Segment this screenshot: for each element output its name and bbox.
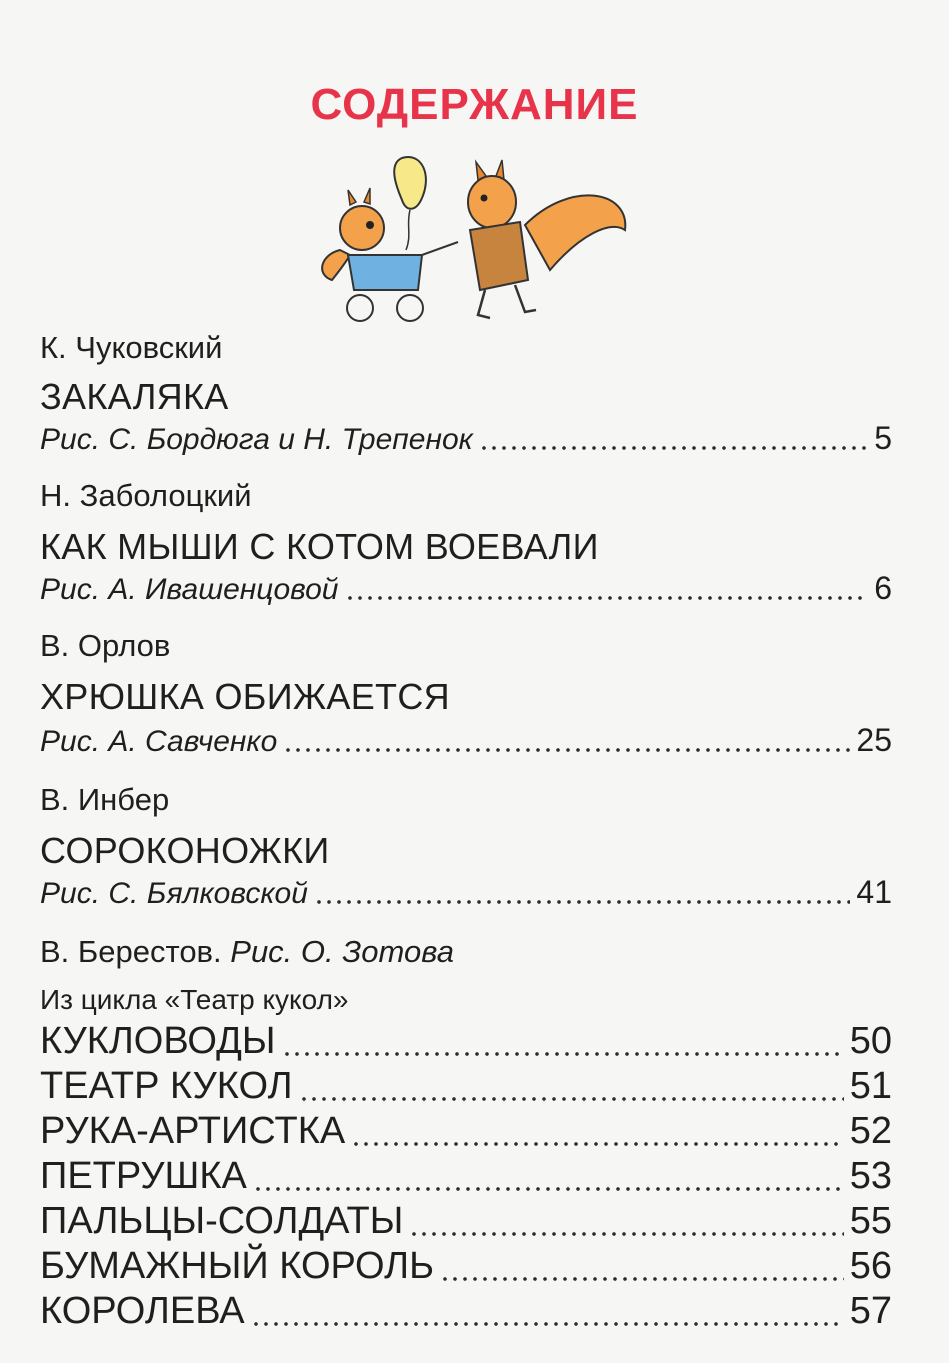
toc-item: [40, 1155, 892, 1198]
item-title: БУМАЖНЫЙ КОРОЛЬ: [40, 1245, 435, 1287]
leader-dots: [345, 596, 869, 600]
section-1-work-title: ЗАКАЛЯКА: [40, 376, 229, 417]
section-1-author: К. Чуковский: [40, 330, 223, 365]
leader-dots: [283, 748, 850, 752]
page-number: 50: [849, 1020, 892, 1062]
section-5-illustrator: Рис. О. Зотова: [230, 934, 454, 969]
item-title: КОРОЛЕВА: [40, 1290, 245, 1332]
toc-item: [40, 1020, 892, 1063]
cycle-heading: Из цикла «Театр кукол»: [40, 984, 349, 1015]
toc-item: [40, 1110, 892, 1153]
section-2-author: Н. Заболоцкий: [40, 478, 252, 513]
item-title: ПЕТРУШКА: [40, 1155, 247, 1197]
leader-dots: [409, 1232, 843, 1236]
illustrator-label: Рис. А. Савченко: [40, 725, 278, 758]
illustrator-label: Рис. С. Бордюга и Н. Трепенок: [40, 423, 473, 456]
page-number: 52: [849, 1110, 892, 1152]
section-3-work-title: ХРЮШКА ОБИЖАЕТСЯ: [40, 676, 450, 717]
section-5-author-line: [40, 934, 454, 970]
toc-item: [40, 1245, 892, 1288]
leader-dots: [253, 1187, 844, 1191]
page-number: 5: [874, 420, 892, 456]
page-title: СОДЕРЖАНИЕ: [310, 80, 639, 129]
page-number: 6: [874, 570, 892, 606]
section-1-illustrator-row: [40, 420, 892, 457]
section-2-work-title: КАК МЫШИ С КОТОМ ВОЕВАЛИ: [40, 526, 599, 567]
item-title: ПАЛЬЦЫ-СОЛДАТЫ: [40, 1200, 404, 1242]
leader-dots: [299, 1097, 844, 1101]
section-4-illustrator-row: [40, 874, 892, 911]
illustrator-label: Рис. А. Ивашенцовой: [40, 573, 339, 606]
item-title: ТЕАТР КУКОЛ: [40, 1065, 293, 1107]
item-title: РУКА-АРТИСТКА: [40, 1110, 346, 1152]
section-4-author: В. Инбер: [40, 782, 170, 817]
page-number: 56: [849, 1245, 892, 1287]
toc-item: [40, 1200, 892, 1243]
section-4-work-title: СОРОКОНОЖКИ: [40, 830, 330, 871]
two-squirrels-with-pram-illustration: [310, 150, 650, 330]
page-number: 41: [856, 874, 892, 910]
leader-dots: [440, 1277, 844, 1281]
page-number: 55: [849, 1200, 892, 1242]
page-number: 57: [849, 1290, 892, 1332]
toc-item: [40, 1065, 892, 1108]
leader-dots: [479, 446, 868, 450]
toc-item: [40, 1290, 892, 1333]
leader-dots: [282, 1052, 844, 1056]
section-2-illustrator-row: [40, 570, 892, 607]
illustrator-label: Рис. С. Бялковской: [40, 877, 308, 910]
section-3-author: В. Орлов: [40, 628, 171, 663]
leader-dots: [314, 900, 851, 904]
leader-dots: [251, 1322, 844, 1326]
item-title: КУКЛОВОДЫ: [40, 1020, 276, 1062]
page-number: 51: [849, 1065, 892, 1107]
section-3-illustrator-row: [40, 722, 892, 759]
page-number: 25: [856, 722, 892, 758]
leader-dots: [351, 1142, 844, 1146]
page-number: 53: [849, 1155, 892, 1197]
section-5-author: В. Берестов.: [40, 934, 222, 969]
